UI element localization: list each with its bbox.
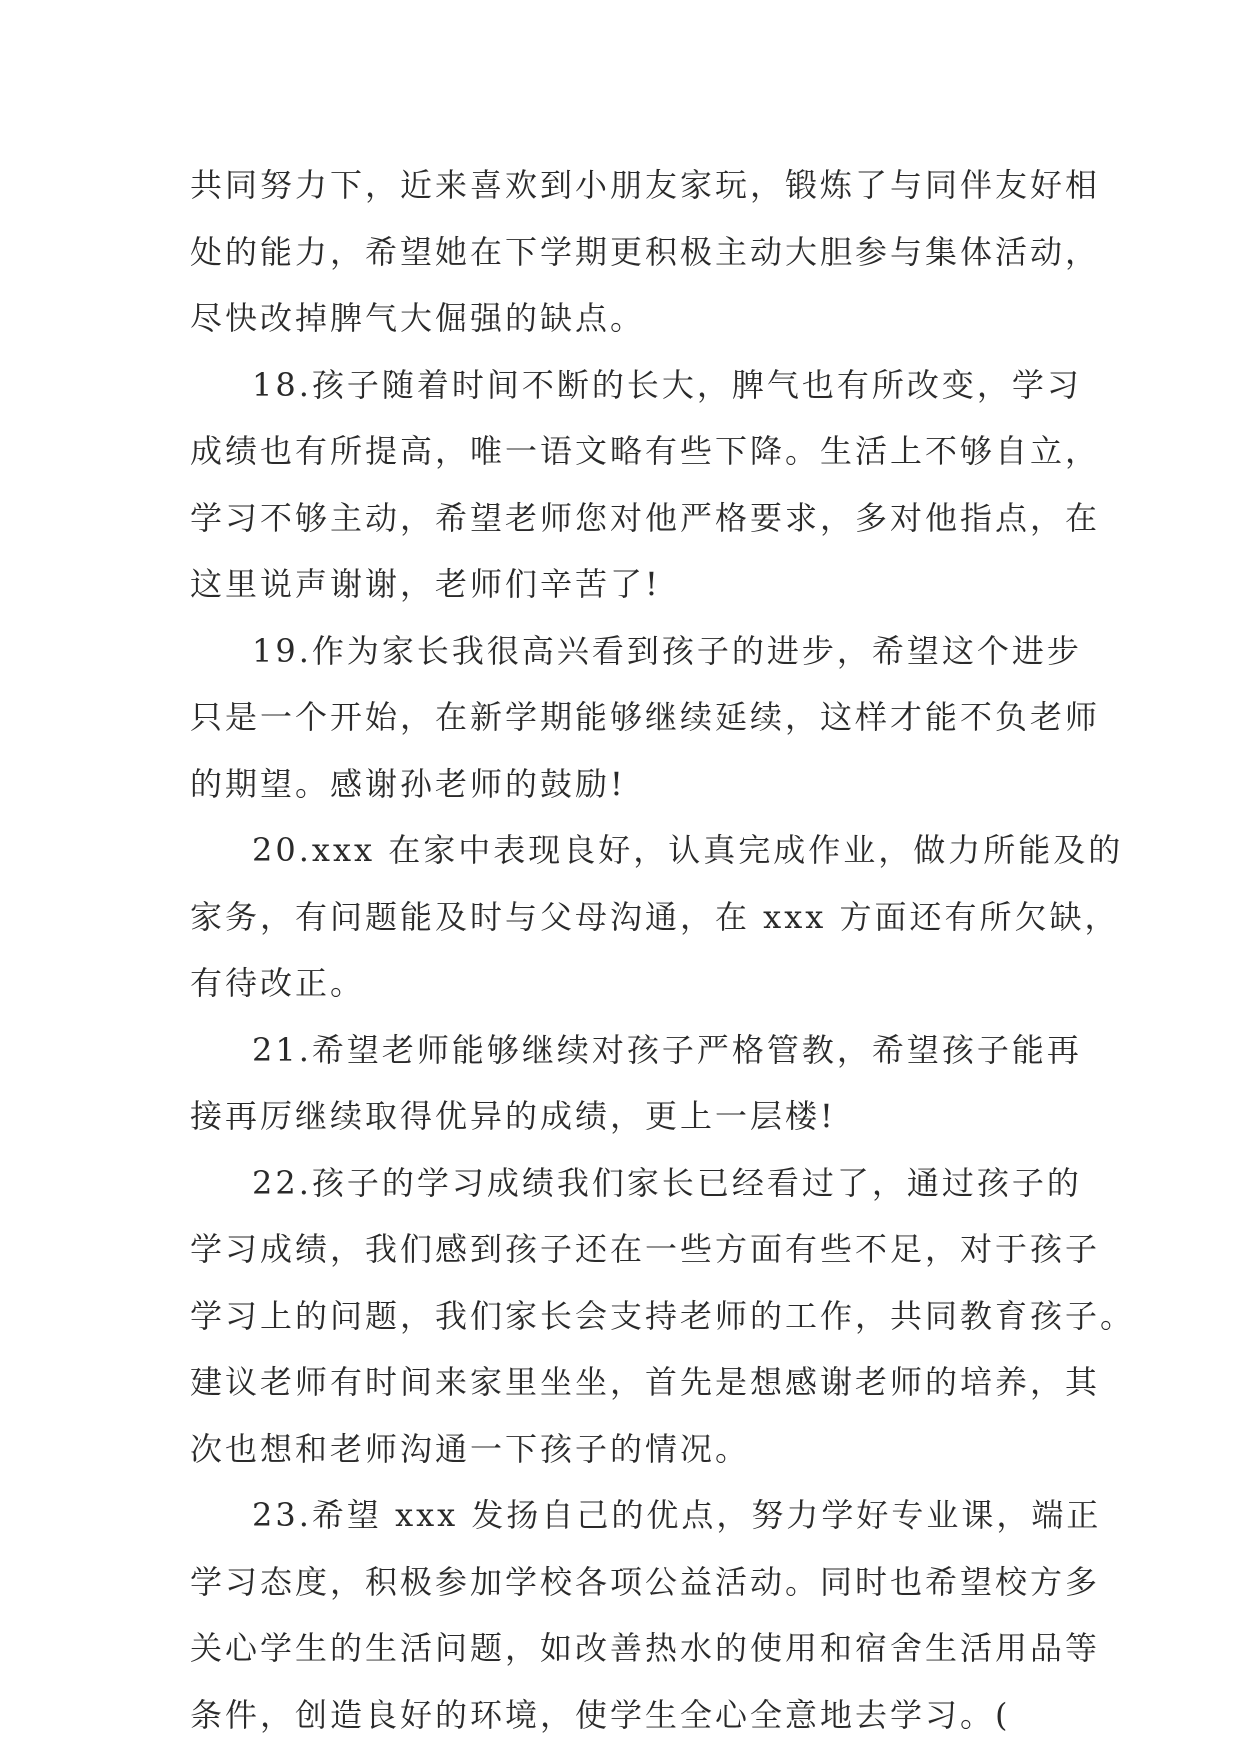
text-line: 尽快改掉脾气大倔强的缺点。 [190,299,646,337]
text-line: 这里说声谢谢，老师们辛苦了! [190,565,661,603]
document-body [190,152,1136,1748]
text-line: 的期望。感谢孙老师的鼓励! [190,764,626,803]
text-line: 有待改正。 [190,964,366,1002]
paragraph-17-continued [190,152,1101,352]
paragraph-19 [190,618,1101,818]
paragraph-22 [190,1150,1136,1483]
text-line: 18.孩子随着时间不断的长大，脾气也有所改变，学习 [252,365,1082,404]
text-line: 只是一个开始，在新学期能够继续延续，这样才能不负老师 [190,698,1101,736]
text-line: 学习成绩，我们感到孩子还在一些方面有些不足，对于孩子 [190,1230,1101,1268]
text-line: 学习上的问题，我们家长会支持老师的工作，共同教育孩子。 [190,1296,1136,1335]
text-line: 22.孩子的学习成绩我们家长已经看过了，通过孩子的 [252,1163,1082,1202]
text-line: 学习态度，积极参加学校各项公益活动。同时也希望校方多 [190,1562,1101,1601]
paragraph-23 [190,1482,1102,1748]
paragraph-18 [190,352,1101,618]
text-line: 条件，创造良好的环境，使学生全心全意地去学习。( [190,1695,1011,1734]
text-line: 关心学生的生活问题，如改善热水的使用和宿舍生活用品等 [190,1629,1101,1667]
text-line: 次也想和老师沟通一下孩子的情况。 [190,1429,751,1468]
text-line: 19.作为家长我很高兴看到孩子的进步，希望这个进步 [252,631,1082,670]
paragraph-20 [190,817,1124,1017]
text-line: 接再厉继续取得优异的成绩，更上一层楼! [190,1097,836,1135]
text-line: 20.xxx 在家中表现良好，认真完成作业，做力所能及的 [252,831,1124,869]
text-line: 23.希望 xxx 发扬自己的优点，努力学好专业课，端正 [252,1496,1102,1534]
text-line: 21.希望老师能够继续对孩子严格管教，希望孩子能再 [252,1030,1082,1069]
text-line: 学习不够主动，希望老师您对他严格要求，多对他指点，在 [190,498,1101,537]
text-line: 建议老师有时间来家里坐坐，首先是想感谢老师的培养，其 [190,1363,1101,1401]
text-line: 家务，有问题能及时与父母沟通，在 xxx 方面还有所欠缺， [190,897,1120,936]
paragraph-21 [190,1017,1082,1150]
text-line: 共同努力下，近来喜欢到小朋友家玩，锻炼了与同伴友好相 [190,166,1101,204]
text-line: 处的能力，希望她在下学期更积极主动大胆参与集体活动， [190,232,1101,271]
text-line: 成绩也有所提高，唯一语文略有些下降。生活上不够自立， [190,432,1101,470]
